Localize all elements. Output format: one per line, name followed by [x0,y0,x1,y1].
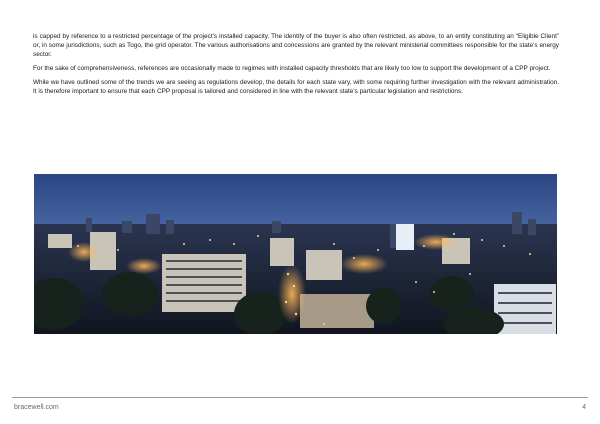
footer-website[interactable]: bracewell.com [14,404,59,411]
city-skyline-image [34,174,557,334]
paragraph-2: For the sake of comprehensiveness, references are occasionally made to regimes with installed capacity thresholds that are likely too low to support the development of a CPP project. [33,65,551,73]
city-skyline-photo [34,174,557,334]
footer-divider [12,397,588,398]
body-text [33,32,559,102]
paragraph-3: While we have outlined some of the trends we are seeing as regulations develop, the details for each state vary, with some requiring further investigation with the relevant administration. It is therefore important to ensure that each CPP proposal is tailored and considered in line with the relevant state’s particular legislation and restrictions. [33,79,559,96]
page-number: 4 [582,404,586,411]
paragraph-1: is capped by reference to a restricted percentage of the project’s installed capacity. The identity of the buyer is also often restricted, as above, to an entity constituting an “Eligible Client” or, in some jurisdictions, such as Togo, the grid operator. The various authorisations and concessions are granted by the relevant ministerial committees responsible for the state’s energy sector. [33,33,559,59]
